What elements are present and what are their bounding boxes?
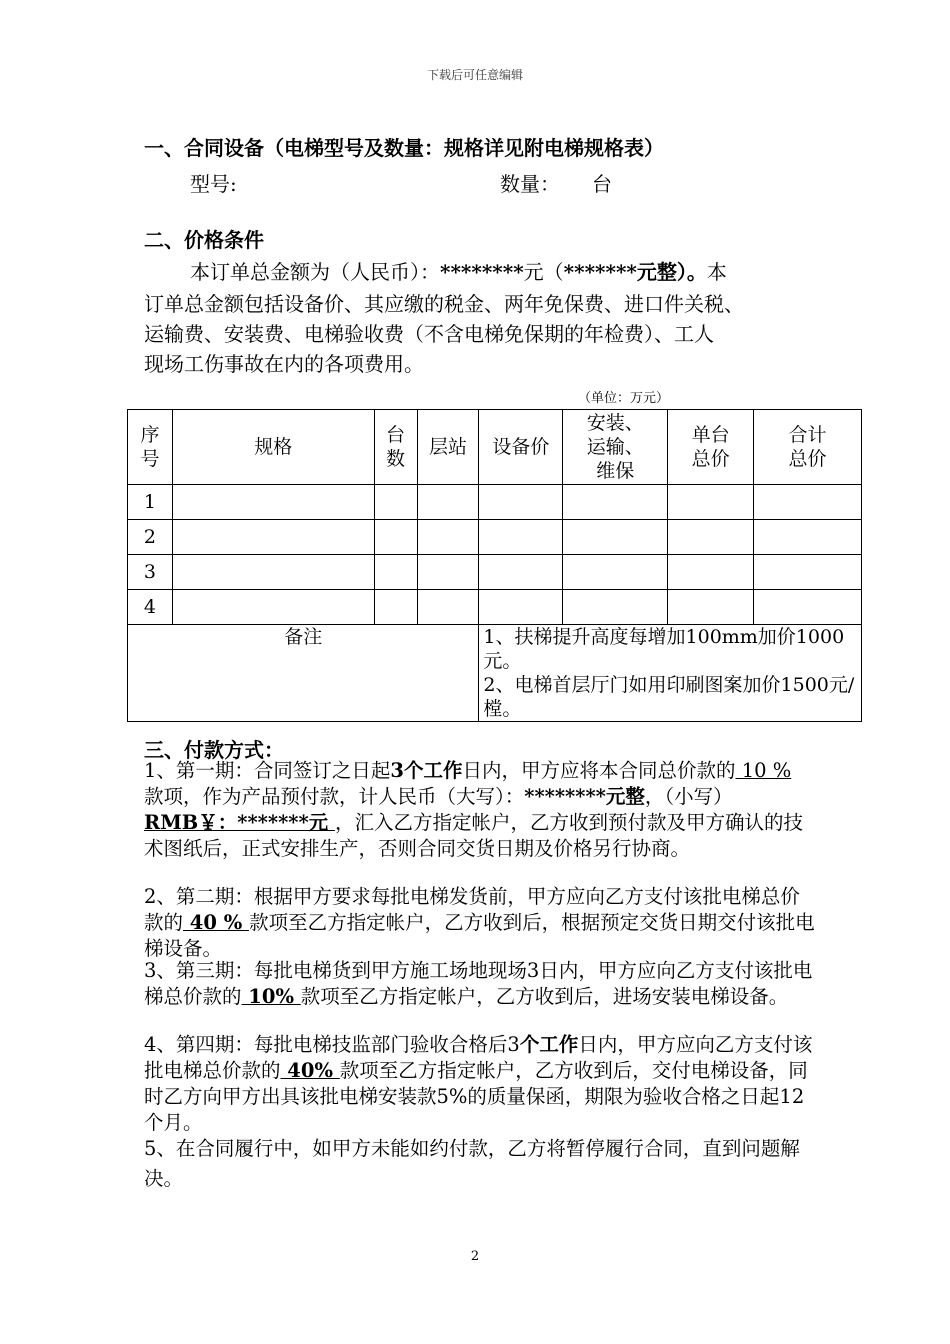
header-cell: 规格: [172, 410, 374, 485]
unit-note: （单位：万元）: [578, 391, 670, 406]
price-text: 本: [706, 260, 727, 284]
quantity-unit: 台: [592, 172, 612, 196]
header-cell: 单台总价: [668, 410, 754, 485]
row-number: 2: [128, 520, 173, 555]
table-row: [128, 520, 862, 555]
price-paragraph-line2: 订单总金额包括设备价、其应缴的税金、两年免保费、进口件关税、: [144, 292, 744, 316]
payment-clause-4: 4、第四期：每批电梯技监部门验收合格后3个工作日内，甲方应向乙方支付该批电梯总价款的 40% 款项至乙方指定帐户，乙方收到后，交付电梯设备，同时乙方向甲方出具该批电梯安装款5%的质量保函，期限为验收合格之日起12个月。: [144, 1033, 813, 1134]
table-row: [128, 485, 862, 520]
price-paragraph-line1: [190, 256, 727, 285]
price-table: [127, 409, 862, 722]
price-paragraph-line3: 运输费、安装费、电梯验收费（不含电梯免保期的年检费）、工人: [144, 322, 714, 346]
remark-content: [479, 625, 862, 722]
header-cell: 合计总价: [754, 410, 862, 485]
remark-label: 备注: [128, 625, 479, 722]
section1-title: 一、合同设备（电梯型号及数量：规格详见附电梯规格表）: [144, 136, 664, 160]
row-number: 1: [128, 485, 173, 520]
payment-clause-1: 1、第一期：合同签订之日起3个工作日内，甲方应将本合同总价款的 10 % 款项，作为产品预付款，计人民币（大写）：********元整，（小写） RMB￥：*******元 ，汇入乙方指定帐户，乙方收到预付款及甲方确认的技术图纸后，正式安排生产，否则合同交货日期及价格另行协商。: [144, 759, 803, 860]
remark-line: 2、电梯首层厅门如用印刷图案加价1500元/樘。: [483, 674, 855, 720]
model-label: 型号:: [190, 172, 237, 196]
header-cell: 台数: [374, 410, 417, 485]
section3-title: 三、付款方式：: [144, 738, 284, 762]
page-header: 下载后可任意编辑: [426, 68, 523, 82]
table-row: [128, 590, 862, 625]
section2-title: 二、价格条件: [144, 228, 264, 252]
row-number: 3: [128, 555, 173, 590]
table-row: [128, 555, 862, 590]
remark-line: 1、扶梯提升高度每增加100mm加价1000元。: [483, 626, 845, 672]
header-cell: 设备价: [479, 410, 563, 485]
price-text: 本订单总金额为（人民币）：: [190, 260, 440, 284]
header-cell: 序号: [128, 410, 173, 485]
header-cell: 安装、运输、维保: [563, 410, 668, 485]
price-paragraph-line4: 现场工伤事故在内的各项费用。: [144, 352, 424, 376]
price-text: 元（: [523, 260, 564, 284]
remark-row: [128, 625, 862, 722]
table-header-row: [128, 410, 862, 485]
payment-clause-2: 2、第二期：根据甲方要求每批电梯发货前，甲方应向乙方支付该批电梯总价款的 40 % 款项至乙方指定帐户，乙方收到后，根据预定交货日期交付该批电梯设备。: [144, 885, 815, 960]
page-number: 2: [470, 1249, 480, 1264]
payment-clause-5: 5、在合同履行中，如甲方未能如约付款，乙方将暂停履行合同，直到问题解决。: [144, 1137, 800, 1190]
amount-figure: ********: [440, 260, 524, 284]
amount-words: *******元整）。: [563, 260, 707, 284]
quantity-label: 数量：: [500, 172, 560, 196]
row-number: 4: [128, 590, 173, 625]
payment-clause-3: 3、第三期：每批电梯货到甲方施工场地现场3日内，甲方应向乙方支付该批电梯总价款的 10% 款项至乙方指定帐户，乙方收到后，进场安装电梯设备。: [144, 959, 813, 1008]
header-cell: 层站: [417, 410, 479, 485]
